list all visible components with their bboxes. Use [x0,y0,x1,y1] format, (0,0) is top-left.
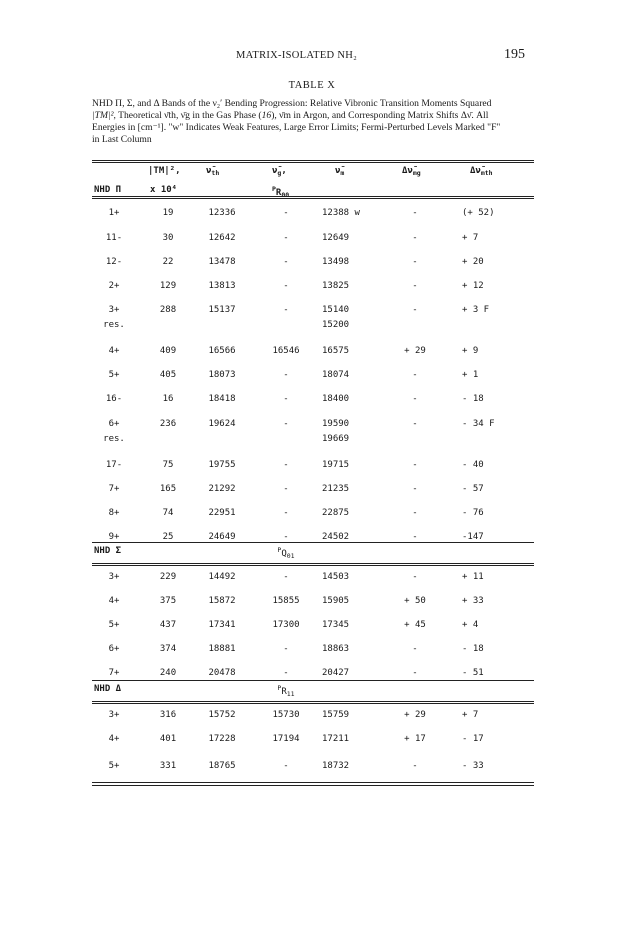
cell-dmth: - 18 [462,394,484,404]
cell-dmth: - 40 [462,460,484,470]
cell-th: 17228 [208,734,236,744]
cell-g: - [283,532,289,542]
cell-dmth: - 34 F [462,419,495,429]
cell-dmth: + 12 [462,281,484,291]
table-row [92,257,534,271]
cell-m: 14503 [322,572,350,582]
cell-g: - [283,281,289,291]
cell-tm: 129 [159,281,177,291]
table-row [92,305,534,319]
cell-tm: 19 [162,208,174,218]
cell-tm: 74 [162,508,174,518]
caption-line-2-text: , Theoretical ν̄th, ν̄g in the Gas Phase ( [113,110,262,121]
cell-dmg: + 29 [404,346,426,356]
cell-tm: 30 [162,233,174,243]
table-top-rule-2 [92,162,534,163]
header-m-sub: m [340,169,345,177]
cell-m: 13825 [322,281,350,291]
cell-g: - [283,305,289,315]
cell-label: res. [103,320,125,330]
section-top-rule [92,542,534,543]
cell-tm: 374 [159,644,177,654]
cell-tm: 409 [159,346,177,356]
cell-th: 16566 [208,346,236,356]
header-dmg-sub: mg [412,169,421,177]
cell-th: 15137 [208,305,236,315]
cell-label: 17- [105,460,123,470]
table-row [92,761,534,775]
header-matrix [335,166,344,177]
table-row [92,208,534,222]
section-label: NHD Σ [94,546,122,556]
cell-m: 18863 [322,644,350,654]
section-branch-sup: P [277,546,282,554]
caption-line-3: Energies in [cm⁻¹]. "w" Indicates Weak Features, Large Error Limits; Fermi-Perturbed Levels Marked "F" [92,122,501,133]
cell-g: - [283,572,289,582]
cell-m: 18074 [322,370,350,380]
cell-dmg: - [412,281,418,291]
cell-th: 18418 [208,394,236,404]
cell-th: 15752 [208,710,236,720]
header-dmth-sub: mth [480,169,493,177]
section-label: NHD Δ [94,684,122,694]
caption-line-2-tail: ), ν̄m in Argon, and Corresponding Matrix Shifts Δν̄. All [271,110,489,121]
cell-label: 16- [105,394,123,404]
cell-dmth: - 57 [462,484,484,494]
cell-label: 4+ [108,346,120,356]
caption-line-4: in Last Column [92,134,152,145]
table-row [92,346,534,360]
table-caption [92,98,542,146]
table-row [92,484,534,498]
cell-dmth: - 51 [462,668,484,678]
cell-m: 13498 [322,257,350,267]
cell-tm: 165 [159,484,177,494]
section-branch [256,546,316,560]
header-th-symbol: ν̄ [206,166,212,176]
cell-dmg: + 17 [404,734,426,744]
cell-tm: 25 [162,532,174,542]
table-row [92,710,534,724]
header-branch-pi-sup: P [272,185,276,193]
table-row [92,434,534,448]
cell-g: - [283,257,289,267]
running-head [0,47,624,64]
header-tm-bottom: x 10⁴ [150,185,178,195]
cell-dmth: (+ 52) [462,208,495,218]
cell-m: 24502 [322,532,350,542]
cell-m: 15759 [322,710,350,720]
cell-m: 12649 [322,233,350,243]
cell-dmg: - [412,370,418,380]
cell-th: 12642 [208,233,236,243]
cell-g: 17300 [272,620,300,630]
section-rule-2 [92,565,534,566]
cell-tm: 75 [162,460,174,470]
cell-dmg: - [412,508,418,518]
table-bottom-rule [92,782,534,783]
caption-line-1: NHD Π, Σ, and Δ Bands of the ν₂′ Bending Progression: Relative Vibronic Transition Moments Squared [92,98,492,109]
cell-dmg: + 50 [404,596,426,606]
cell-dmg: - [412,419,418,429]
cell-g: - [283,233,289,243]
table-row [92,620,534,634]
cell-dmth: + 4 [462,620,479,630]
cell-label: 7+ [108,668,120,678]
cell-label: 6+ [108,644,120,654]
cell-dmth: + 11 [462,572,484,582]
cell-m: 16575 [322,346,350,356]
cell-dmth: - 76 [462,508,484,518]
table-row [92,532,534,546]
running-title: MATRIX-ISOLATED NH₂ [236,50,358,61]
cell-dmg: - [412,233,418,243]
table-row [92,320,534,334]
cell-label: 7+ [108,484,120,494]
cell-tm: 437 [159,620,177,630]
table-row [92,281,534,295]
header-g-sub: g [277,169,282,177]
cell-m: 15140 [322,305,350,315]
cell-dmth: + 7 [462,233,479,243]
header-rule-2 [92,198,534,199]
header-tm-top: |TM|², [148,166,181,176]
section-branch-letter: R [281,687,287,697]
header-rule [92,196,534,197]
section-branch-letter: Q [281,549,287,559]
header-branch-pi-sub: 00 [281,191,290,199]
cell-dmg: - [412,484,418,494]
cell-tm: 316 [159,710,177,720]
cell-th: 17341 [208,620,236,630]
caption-tm-symbol: |TM|² [92,110,114,121]
cell-g: 15855 [272,596,300,606]
cell-th: 22951 [208,508,236,518]
section-branch [256,684,316,698]
cell-g: - [283,761,289,771]
cell-m: 19590 [322,419,350,429]
cell-dmth: + 7 [462,710,479,720]
cell-label: 1+ [108,208,120,218]
cell-th: 21292 [208,484,236,494]
table-row [92,572,534,586]
section-branch-sup: P [277,684,282,692]
header-g-tail: , [281,166,287,176]
table-row [92,596,534,610]
cell-label: 3+ [108,572,120,582]
table-row [92,508,534,522]
cell-th: 15872 [208,596,236,606]
cell-m: 19669 [322,434,350,444]
cell-m: 18732 [322,761,350,771]
cell-label: 3+ [108,305,120,315]
header-branch-pi-letter: R [275,188,282,198]
cell-m: 17211 [322,734,350,744]
section-top-rule [92,680,534,681]
cell-label: 2+ [108,281,120,291]
cell-dmg: - [412,572,418,582]
cell-g: - [283,484,289,494]
cell-m: 18400 [322,394,350,404]
cell-dmg: - [412,394,418,404]
caption-line-2 [92,110,542,122]
section-rule [92,701,534,702]
cell-th: 12336 [208,208,236,218]
cell-th: 13813 [208,281,236,291]
table-row [92,394,534,408]
cell-tm: 331 [159,761,177,771]
cell-label: 8+ [108,508,120,518]
cell-g: - [283,208,289,218]
cell-label: 11- [105,233,123,243]
cell-dmg: + 29 [404,710,426,720]
table-top-rule [92,160,534,161]
header-delta-mg [402,166,421,177]
cell-th: 18881 [208,644,236,654]
page-number: 195 [504,47,525,62]
cell-tm: 401 [159,734,177,744]
cell-m: 15905 [322,596,350,606]
cell-label: 5+ [108,370,120,380]
cell-dmth: + 20 [462,257,484,267]
cell-label: res. [103,434,125,444]
table-row [92,370,534,384]
cell-dmth: + 9 [462,346,479,356]
cell-label: 12- [105,257,123,267]
table-label: TABLE X [288,80,336,91]
cell-tm: 288 [159,305,177,315]
cell-dmg: - [412,668,418,678]
cell-dmg: - [412,208,418,218]
cell-g: - [283,370,289,380]
cell-dmth: + 33 [462,596,484,606]
section-branch-sub: 11 [286,690,295,698]
cell-dmg: - [412,761,418,771]
cell-m: 21235 [322,484,350,494]
cell-g: - [283,419,289,429]
table-row [92,734,534,748]
header-nhd-pi: NHD Π [94,185,122,195]
cell-th: 19624 [208,419,236,429]
cell-th: 20478 [208,668,236,678]
cell-g: 15730 [272,710,300,720]
cell-dmth: - 18 [462,644,484,654]
cell-dmg: - [412,644,418,654]
cell-label: 4+ [108,734,120,744]
cell-m: 20427 [322,668,350,678]
table-row [92,233,534,247]
cell-label: 9+ [108,532,120,542]
cell-dmth: - 17 [462,734,484,744]
cell-dmth: - 33 [462,761,484,771]
cell-th: 14492 [208,572,236,582]
header-th-sub: th [211,169,220,177]
cell-tm: 16 [162,394,174,404]
table-row [92,419,534,433]
table-row [92,644,534,658]
cell-dmth: + 1 [462,370,479,380]
cell-th: 24649 [208,532,236,542]
cell-dmth: -147 [462,532,484,542]
cell-label: 3+ [108,710,120,720]
header-theoretical [206,166,219,177]
section-branch-sub: 01 [286,552,295,560]
cell-m: 15200 [322,320,350,330]
cell-g: - [283,394,289,404]
header-m-symbol: ν̄ [335,166,341,176]
header-dmth-symbol: Δν̄ [470,166,481,176]
cell-g: - [283,460,289,470]
cell-g: 16546 [272,346,300,356]
cell-dmg: + 45 [404,620,426,630]
cell-dmg: - [412,460,418,470]
cell-tm: 240 [159,668,177,678]
cell-m: 22875 [322,508,350,518]
header-dmg-symbol: Δν̄ [402,166,413,176]
section-rule [92,563,534,564]
section-rule-2 [92,703,534,704]
header-gas-phase [272,166,287,177]
cell-dmg: - [412,305,418,315]
cell-g: 17194 [272,734,300,744]
cell-tm: 22 [162,257,174,267]
cell-label: 5+ [108,761,120,771]
cell-tm: 375 [159,596,177,606]
cell-th: 18073 [208,370,236,380]
cell-m: 19715 [322,460,350,470]
cell-m: 17345 [322,620,350,630]
caption-reference: 16 [261,110,272,121]
cell-tm: 405 [159,370,177,380]
cell-label: 5+ [108,620,120,630]
cell-dmg: - [412,532,418,542]
cell-g: - [283,668,289,678]
cell-dmg: - [412,257,418,267]
cell-dmth: + 3 F [462,305,490,315]
cell-m: 12388 w [322,208,360,218]
cell-tm: 236 [159,419,177,429]
cell-label: 4+ [108,596,120,606]
table-bottom-rule-2 [92,785,534,786]
cell-th: 13478 [208,257,236,267]
header-g-symbol: ν̄ [272,166,278,176]
cell-label: 6+ [108,419,120,429]
cell-th: 18765 [208,761,236,771]
cell-g: - [283,644,289,654]
cell-th: 19755 [208,460,236,470]
header-delta-mth [470,166,493,177]
cell-g: - [283,508,289,518]
table-row [92,460,534,474]
cell-tm: 229 [159,572,177,582]
